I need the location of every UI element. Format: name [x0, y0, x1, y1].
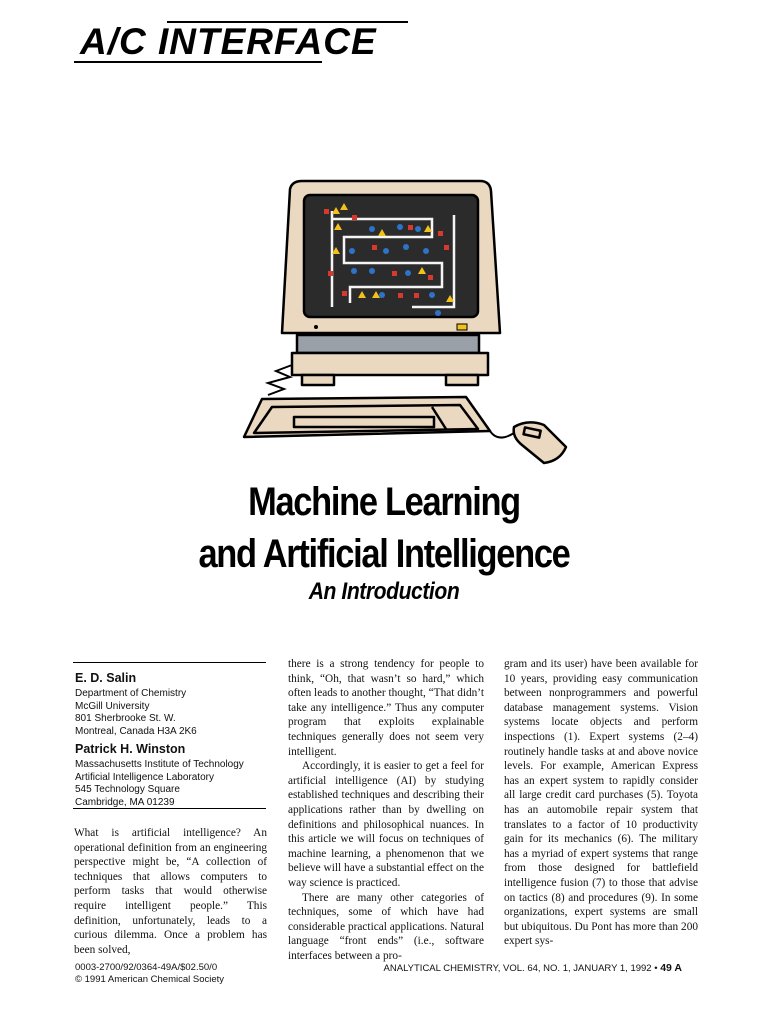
- page-number: 49 A: [660, 962, 682, 974]
- section-header: [72, 18, 412, 66]
- mouse: [514, 422, 566, 463]
- author-affiliation: Department of Chemistry: [75, 688, 187, 699]
- footer-left: [75, 962, 224, 986]
- section-title: A/C INTERFACE: [80, 21, 377, 62]
- author-block-salin: [75, 670, 275, 738]
- author-affiliation: Massachusetts Institute of Technology: [75, 759, 244, 770]
- copyright: © 1991 American Chemical Society: [75, 974, 225, 985]
- body-column-2: [288, 657, 484, 963]
- author-address: 801 Sherbrooke St. W.: [75, 713, 176, 724]
- author-name: E. D. Salin: [75, 671, 137, 685]
- paragraph: There are many other categories of techniques, some of which have had considerable practical applications. Natural language “front ends” (i.e., software interfaces between a pro-: [288, 891, 484, 962]
- body-column-1: [74, 826, 267, 957]
- body-column-3: [504, 657, 698, 949]
- paragraph: Accordingly, it is easier to get a feel for artificial intelligence (AI) by studying established techniques and describing their applications rather than by dwelling on definitions and philosophical nuances. In this article we will focus on techniques of machine learning, a phenomenon that we believe will have a substantial effect on the way science is practiced.: [288, 760, 484, 889]
- article-title-line2: and Artificial Intelligence: [198, 532, 570, 576]
- article-title-line1: Machine Learning: [248, 480, 520, 524]
- author-affiliation: Artificial Intelligence Laboratory: [75, 771, 214, 783]
- monitor-stand: [292, 353, 488, 375]
- footer-right: [372, 962, 682, 975]
- author-top-rule: [73, 662, 266, 663]
- author-address: Montreal, Canada H3A 2K6: [75, 725, 197, 737]
- article-code: 0003-2700/92/0364-49A/$02.50/0: [75, 962, 218, 973]
- author-address: 545 Technology Square: [75, 784, 180, 795]
- journal-citation: ANALYTICAL CHEMISTRY, VOL. 64, NO. 1, JANUARY 1, 1992: [383, 963, 652, 974]
- author-address: Cambridge, MA 01239: [75, 796, 175, 808]
- paragraph: there is a strong tendency for people to think, “Oh, that wasn’t so hard,” which often leads to another thought, “That didn’t take any intelligence.” Thus any computer program that exploits explainable techniques generally does not seem very intelligent.: [288, 658, 484, 758]
- paragraph: gram and its user) have been available for 10 years, providing easy communication between nonprogrammers and powerful database management systems. Vision systems locate objects and perform inspections (1). Expert systems (2–4) routinely handle tasks at and above novice levels. For example, American Express has an expert system to rapidly consider all large credit card purchases (5). Toyota has an automobile repair system that translates to a factor of 10 productivity gain for its mechanics (6). The military has a myriad of expert systems that range from those designed for battlefield intelligence fusion (7) to those that advise on tactics (8) and procedures (9). In some organizations, expert systems are small but ubiquitous. Du Pont has more than 200 expert sys-: [504, 658, 698, 948]
- author-affiliation: McGill University: [75, 700, 150, 712]
- article-subtitle: An Introduction: [308, 578, 460, 605]
- monitor-base-gray: [297, 335, 479, 353]
- author-name: Patrick H. Winston: [75, 742, 186, 756]
- author-block-winston: [75, 741, 275, 809]
- computer-illustration: [232, 175, 582, 470]
- footer-separator: •: [654, 963, 658, 974]
- paragraph: What is artificial intelligence? An operational definition from an engineering perspective might be, “A collection of techniques that allows computers to perform tasks that would otherwise require intelligent people.” This definition, unfortunately, leads to a curious dilemma. Once a problem has been solved,: [74, 827, 267, 956]
- author-bottom-rule: [73, 808, 266, 809]
